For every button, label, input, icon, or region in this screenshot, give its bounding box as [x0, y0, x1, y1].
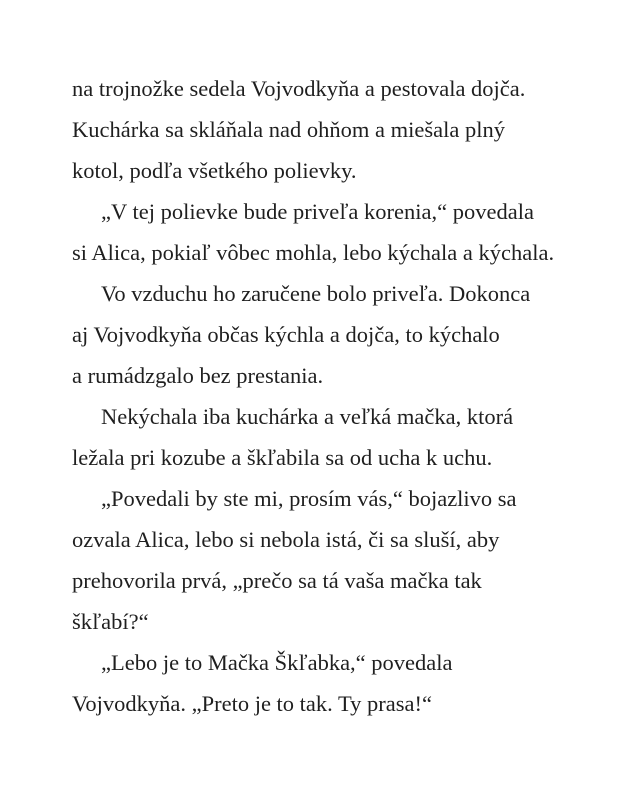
text-line: aj Vojvodkyňa občas kýchla a dojča, to kýchalo — [72, 322, 500, 347]
text-line: prehovorila prvá, „prečo sa tá vaša mačka tak — [72, 568, 482, 593]
text-line: na trojnožke sedela Vojvodkyňa a pestovala dojča. — [72, 76, 526, 101]
text-line: Kuchárka sa skláňala nad ohňom a miešala plný — [72, 117, 505, 142]
paragraph-start-line: Nekýchala iba kuchárka a veľká mačka, ktorá — [101, 404, 514, 429]
text-line: ozvala Alica, lebo si nebola istá, či sa sluší, aby — [72, 527, 500, 552]
text-line: škľabí?“ — [72, 609, 149, 634]
text-line: ležala pri kozube a škľabila sa od ucha k uchu. — [72, 445, 493, 470]
text-line: Vojvodkyňa. „Preto je to tak. Ty prasa!“ — [72, 691, 433, 716]
paragraph-start-line: „Povedali by ste mi, prosím vás,“ bojazlivo sa — [101, 486, 517, 511]
paragraph-start-line: Vo vzduchu ho zaručene bolo priveľa. Dokonca — [101, 281, 531, 306]
text-line: kotol, podľa všetkého polievky. — [72, 158, 357, 183]
text-line: a rumádzgalo bez prestania. — [72, 363, 324, 388]
paragraph-start-line: „V tej polievke bude priveľa korenia,“ povedala — [101, 199, 534, 224]
paragraph-start-line: „Lebo je to Mačka Škľabka,“ povedala — [101, 650, 453, 675]
text-line: si Alica, pokiaľ vôbec mohla, lebo kýchala a kýchala. — [72, 240, 555, 265]
body-text — [72, 68, 592, 724]
